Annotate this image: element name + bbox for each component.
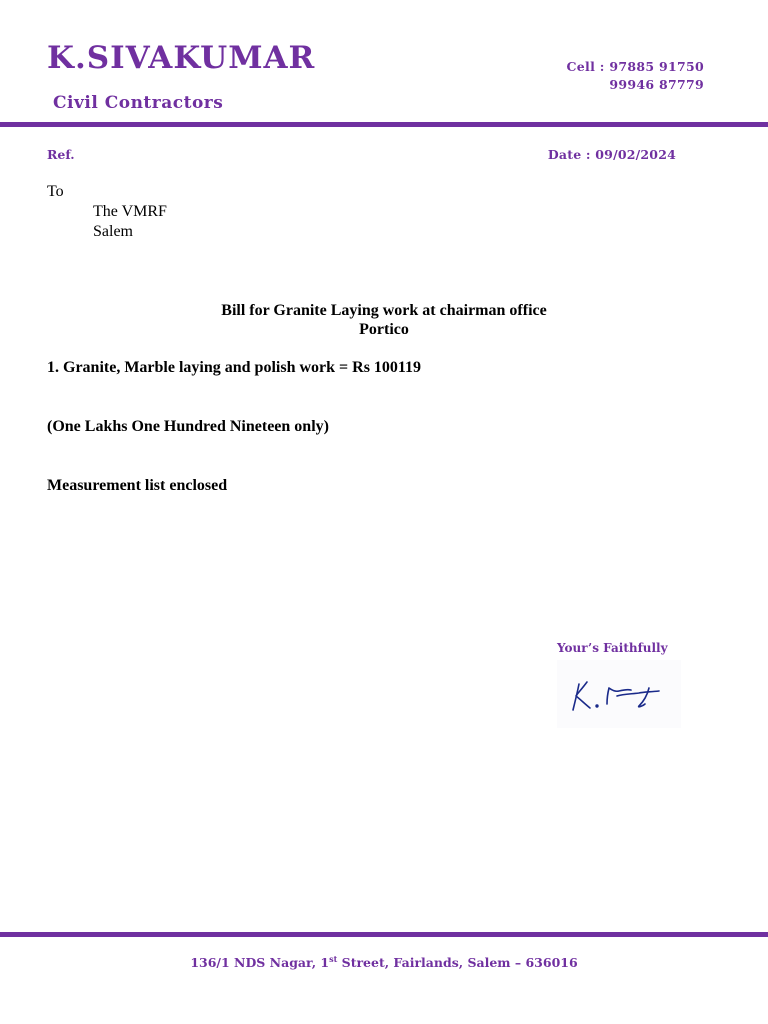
bill-title <box>0 301 768 339</box>
footer-address-superscript: st <box>329 954 338 964</box>
bill-title-line2: Portico <box>359 321 409 338</box>
recipient-name: The VMRF <box>93 203 167 220</box>
header-divider <box>0 122 768 127</box>
footer-divider <box>0 932 768 937</box>
company-name: K.SIVAKUMAR <box>47 40 316 76</box>
to-label: To <box>47 183 64 200</box>
closing-salutation: Your’s Faithfully <box>557 641 668 655</box>
company-subtitle: Civil Contractors <box>53 93 224 113</box>
footer-address <box>0 954 768 970</box>
bill-title-line1: Bill for Granite Laying work at chairman office <box>221 302 547 319</box>
amount-in-words: (One Lakhs One Hundred Nineteen only) <box>47 418 329 435</box>
bill-item: 1. Granite, Marble laying and polish work = Rs 100119 <box>47 359 422 376</box>
letter-date: Date : 09/02/2024 <box>547 147 676 162</box>
footer-address-part1: 136/1 NDS Nagar, 1 <box>190 955 330 971</box>
cell-number-1: Cell : 97885 91750 <box>566 59 704 74</box>
ref-label: Ref. <box>47 147 75 162</box>
signature-image <box>557 660 681 728</box>
signature-icon <box>557 660 681 728</box>
recipient-city: Salem <box>93 223 133 240</box>
enclosure-note: Measurement list enclosed <box>47 477 228 494</box>
cell-number-2: 99946 87779 <box>609 77 704 92</box>
footer-address-part2: Street, Fairlands, Salem – 636016 <box>337 955 578 971</box>
